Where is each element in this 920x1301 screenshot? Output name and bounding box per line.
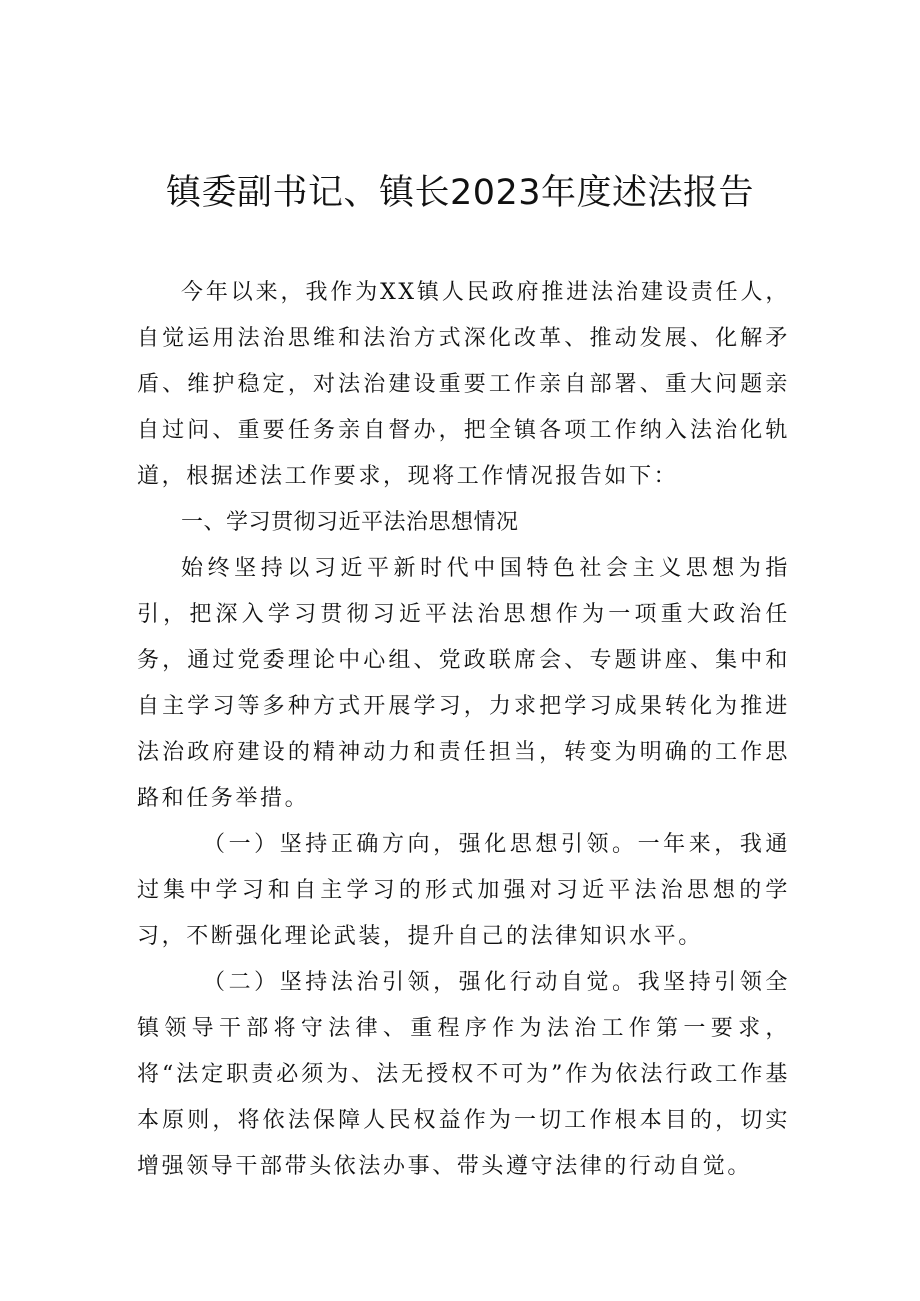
intro-paragraph: 今年以来，我作为XX镇人民政府推进法治建设责任人，自觉运用法治思维和法治方式深化改革、推动发展、化解矛盾、维护稳定，对法治建设重要工作亲自部署、重大问题亲自过问、重要任务亲自督办，把全镇各项工作纳入法治化轨道，根据述法工作要求，现将工作情况报告如下： [137,280,790,489]
section-1-heading: 一、学习贯彻习近平法治思想情况 [181,510,519,535]
section-1-item-1: （一）坚持正确方向，强化思想引领。一年来，我通过集中学习和自主学习的形式加强对习近平法治思想的学习，不断强化理论武装，提升自己的法律知识水平。 [137,832,790,949]
section-1-item-2: （二）坚持法治引领，强化行动自觉。我坚持引领全镇领导干部将守法律、重程序作为法治工作第一要求，将“法定职责必须为、法无授权不可为”作为依法行政工作基本原则，将依法保障人民权益作为一切工作根本目的，切实增强领导干部带头依法办事、带头遵守法律的行动自觉。 [137,970,790,1179]
document-body [137,270,790,1190]
document-title: 镇委副书记、镇长2023年度述法报告 [165,173,755,213]
section-1-body: 始终坚持以习近平新时代中国特色社会主义思想为指引，把深入学习贯彻习近平法治思想作为一项重大政治任务，通过党委理论中心组、党政联席会、专题讲座、集中和自主学习等多种方式开展学习，力求把学习成果转化为推进法治政府建设的精神动力和责任担当，转变为明确的工作思路和任务举措。 [137,556,790,811]
